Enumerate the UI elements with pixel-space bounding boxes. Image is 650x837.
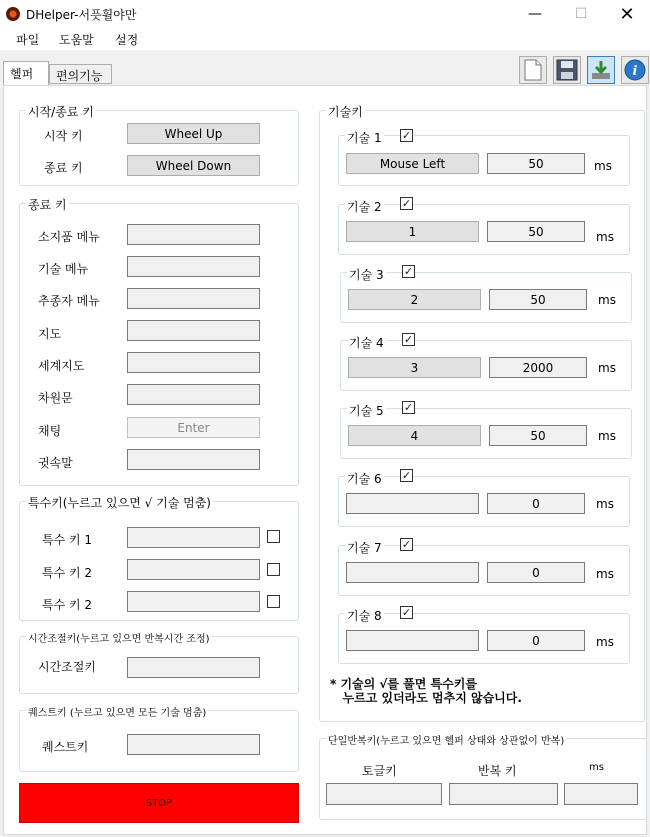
skill-3-label: 기술 3 (349, 268, 384, 282)
menu-settings[interactable]: 설정 (115, 33, 139, 47)
svg-text:i: i (632, 64, 638, 79)
quest-key-label: 퀘스트키 (42, 740, 89, 754)
skill-menu-label: 기술 메뉴 (38, 262, 89, 276)
quest-group-title: 퀘스트키 (누르고 있으면 모든 기술 멈춤) (26, 704, 208, 719)
special-key-3-field[interactable] (127, 591, 260, 612)
tab-helper[interactable]: 헬퍼 (3, 61, 49, 85)
skill-6-key-field[interactable] (346, 493, 479, 514)
repeat-ms-field[interactable] (564, 783, 638, 805)
skill-6-interval-field[interactable]: 0 (487, 493, 585, 514)
skill-5-label: 기술 5 (349, 404, 384, 418)
skill-4-key-button[interactable]: 3 (348, 357, 481, 378)
stop-button[interactable]: STOP (19, 783, 299, 823)
new-button[interactable] (519, 56, 547, 84)
toggle-key-label: 토글키 (362, 764, 397, 778)
special-key-2-field[interactable] (127, 559, 260, 580)
start-key-button[interactable]: Wheel Up (127, 123, 260, 144)
skill-8-interval-field[interactable]: 0 (487, 630, 585, 651)
skill-6-ms-label: ms (596, 497, 614, 511)
skill-6-label: 기술 6 (347, 472, 382, 486)
repeat-key-label: 반복 키 (478, 764, 517, 778)
skill-8-checkbox[interactable]: ✓ (401, 606, 412, 619)
skill-1-ms-label: ms (594, 159, 612, 173)
skill-8-label: 기술 8 (347, 609, 382, 623)
skill-8-key-field[interactable] (346, 630, 479, 651)
info-icon (624, 59, 646, 81)
quest-key-field[interactable] (127, 734, 260, 755)
inventory-menu-label: 소지품 메뉴 (38, 230, 100, 244)
skill-6-checkbox[interactable]: ✓ (401, 469, 412, 482)
skill-7-checkbox[interactable]: ✓ (401, 538, 412, 551)
special-key-3-checkbox[interactable] (267, 595, 280, 608)
time-adjust-group-title: 시간조절키(누르고 있으면 반복시간 조정) (26, 630, 212, 645)
skill-4-ms-label: ms (598, 361, 616, 375)
special-key-2-checkbox[interactable] (267, 563, 280, 576)
skill-3-ms-label: ms (598, 293, 616, 307)
tab-convenience[interactable]: 편의기능 (49, 64, 112, 84)
repeat-key-field[interactable] (449, 783, 558, 805)
single-repeat-group-title: 단일반복키(누르고 있으면 헬퍼 상태와 상관없이 반복) (326, 732, 566, 747)
end-key-label: 종료 키 (44, 161, 83, 175)
maximize-button[interactable]: ☐ (574, 6, 588, 22)
menu-bar (0, 28, 650, 50)
info-button[interactable] (621, 56, 649, 84)
app-logo-icon (6, 7, 20, 21)
special-key-3-label: 특수 키 2 (42, 598, 93, 612)
special-key-1-label: 특수 키 1 (42, 533, 93, 547)
inventory-menu-field[interactable] (127, 224, 260, 245)
repeat-ms-label: ms (589, 762, 604, 773)
skill-2-ms-label: ms (596, 230, 614, 244)
toggle-key-field[interactable] (326, 783, 442, 805)
start-key-label: 시작 키 (44, 129, 83, 143)
save-button[interactable] (553, 56, 581, 84)
single-repeat-group (319, 738, 647, 820)
menu-help[interactable]: 도움말 (59, 33, 94, 47)
whisper-field[interactable] (127, 449, 260, 470)
portal-label: 차원문 (38, 391, 73, 405)
skills-group-title: 기술키 (328, 105, 363, 119)
skills-note: * 기술의 √를 풀면 특수키를 누르고 있더라도 멈추지 않습니다. (330, 677, 522, 705)
skill-3-interval-field[interactable]: 50 (489, 289, 587, 310)
map-field[interactable] (127, 320, 260, 341)
window-title: DHelper-서픗휠야만 (26, 8, 137, 22)
skill-1-interval-field[interactable]: 50 (487, 153, 585, 174)
download-install-icon (590, 59, 612, 81)
follower-menu-label: 추종자 메뉴 (38, 294, 100, 308)
skill-7-interval-field[interactable]: 0 (487, 562, 585, 583)
chat-label: 채팅 (38, 424, 62, 438)
title-bar (0, 0, 650, 28)
end-keys-group-title: 종료 키 (28, 198, 67, 212)
skill-2-interval-field[interactable]: 50 (487, 221, 585, 242)
skill-4-interval-field[interactable]: 2000 (489, 357, 587, 378)
whisper-label: 귓속말 (38, 456, 73, 470)
skill-2-checkbox[interactable]: ✓ (401, 197, 412, 210)
skill-5-ms-label: ms (598, 429, 616, 443)
skill-1-key-button[interactable]: Mouse Left (346, 153, 479, 174)
skill-menu-field[interactable] (127, 256, 260, 277)
skill-7-ms-label: ms (596, 567, 614, 581)
skill-2-key-button[interactable]: 1 (346, 221, 479, 242)
chat-field[interactable]: Enter (127, 417, 260, 438)
start-end-group-title: 시작/종료 키 (28, 105, 94, 119)
special-keys-group-title: 특수키(누르고 있으면 √ 기술 멈춤) (28, 496, 211, 510)
skill-7-key-field[interactable] (346, 562, 479, 583)
world-map-field[interactable] (127, 352, 260, 373)
skill-5-checkbox[interactable]: ✓ (403, 401, 414, 414)
skill-3-checkbox[interactable]: ✓ (403, 265, 414, 278)
skill-4-label: 기술 4 (349, 336, 384, 350)
map-label: 지도 (38, 327, 62, 341)
time-adjust-field[interactable] (127, 657, 260, 678)
skill-3-key-button[interactable]: 2 (348, 289, 481, 310)
skill-1-label: 기술 1 (347, 131, 382, 145)
special-key-2-label: 특수 키 2 (42, 566, 93, 580)
end-keys-group (19, 198, 299, 486)
skill-5-key-button[interactable]: 4 (348, 425, 481, 446)
special-key-1-field[interactable] (127, 527, 260, 548)
skill-5-interval-field[interactable]: 50 (489, 425, 587, 446)
save-disk-icon (556, 59, 578, 81)
menu-file[interactable]: 파일 (16, 33, 40, 47)
portal-field[interactable] (127, 384, 260, 405)
new-document-icon (524, 59, 542, 81)
skill-2-label: 기술 2 (347, 200, 382, 214)
skill-4-checkbox[interactable]: ✓ (403, 333, 414, 346)
follower-menu-field[interactable] (127, 288, 260, 309)
skill-1-checkbox[interactable]: ✓ (401, 129, 412, 142)
skill-7-label: 기술 7 (347, 541, 382, 555)
install-button[interactable] (587, 56, 615, 84)
skill-8-ms-label: ms (596, 635, 614, 649)
end-key-button[interactable]: Wheel Down (127, 155, 260, 176)
special-key-1-checkbox[interactable] (267, 530, 280, 543)
time-adjust-label: 시간조절키 (38, 660, 96, 674)
world-map-label: 세계지도 (38, 359, 85, 373)
minimize-button[interactable]: — (528, 6, 542, 22)
close-button[interactable]: ✕ (619, 3, 635, 25)
